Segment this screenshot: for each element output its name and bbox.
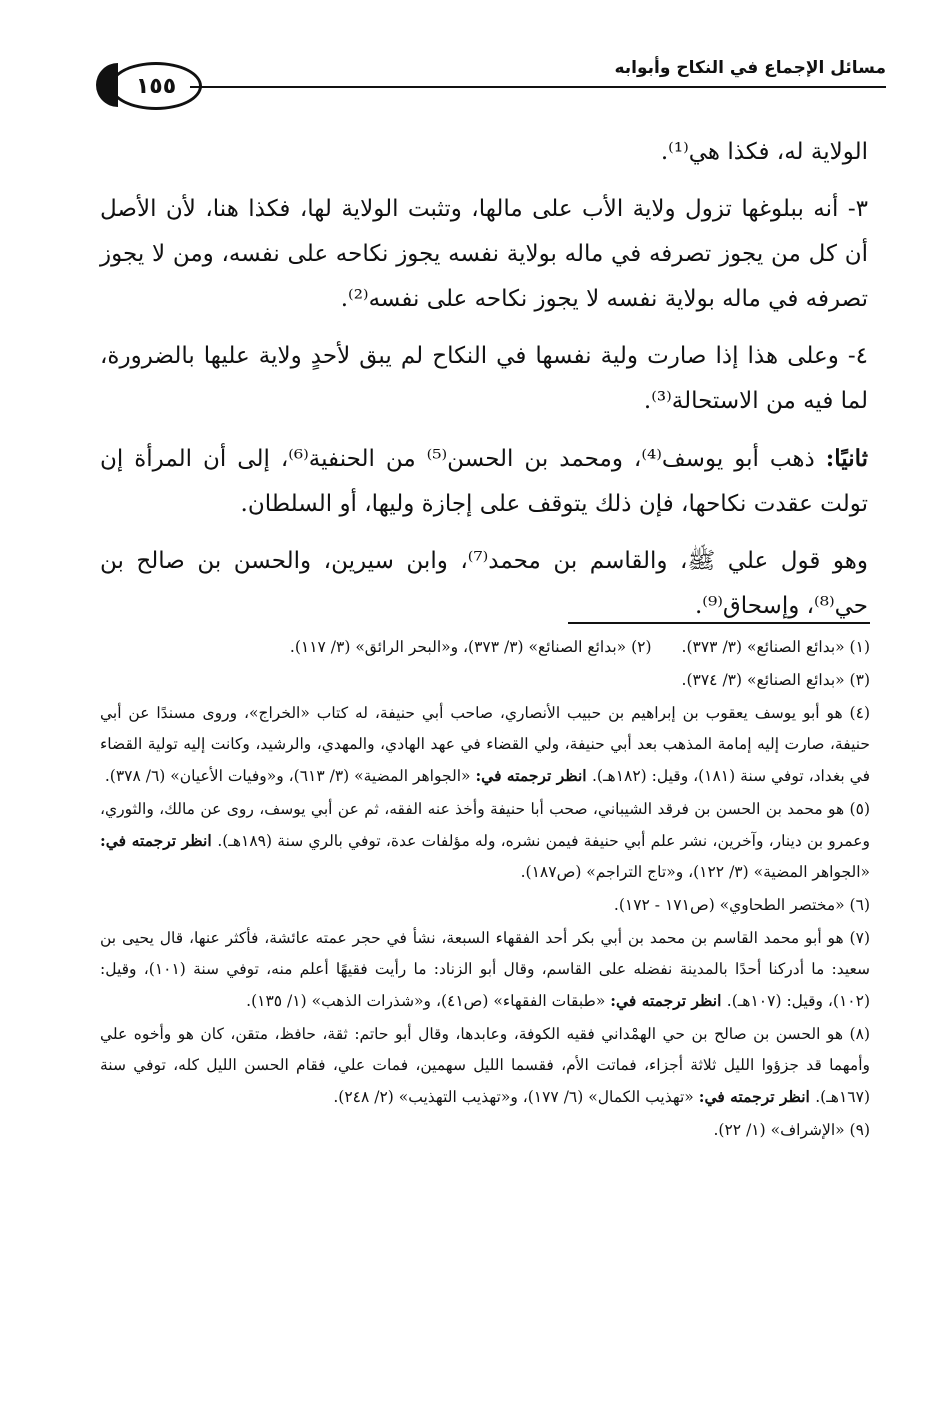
footnote-4-ref-label: انظر ترجمته في:: [475, 766, 592, 785]
section-lead: ثانيًا:: [825, 445, 869, 472]
page-number: ١٥٥: [135, 73, 177, 99]
footnote-5-ref-label: انظر ترجمته في:: [100, 831, 218, 850]
paragraph-3: ٤- وعلى هذا إذا صارت ولية نفسها في النكاح لم يبق لأحدٍ ولاية عليها بالضرورة، لما فيه من الاستحالة⁽³⁾.: [100, 343, 868, 414]
footnote-7-ref-label: انظر ترجمته في:: [610, 991, 727, 1010]
footnote-7: [100, 923, 870, 1017]
footnote-5: [100, 794, 870, 888]
footnote-4-text: (٤) هو أبو يوسف يعقوب بن إبراهيم بن حبيب الأنصاري، صاحب أبي حنيفة، له كتاب «الخراج»، وروى مسندًا عن أبي حنيفة، صارت إليه إمامة المذهب بعد أبي حنيفة، ولي القضاء في عهد الهادي، والمهدي، والرشيد، وكانت إليه تولية القضاء في بغداد، توفي سنة (١٨١)، وقيل: (١٨٢هـ).: [100, 704, 870, 785]
header-rule: [190, 86, 886, 88]
footnote-4-refs: «الجواهر المضية» (٣/ ٦١٣)، و«وفيات الأعيان» (٦/ ٣٧٨).: [104, 767, 476, 785]
footnote-3: (٣) «بدائع الصنائع» (٣/ ٣٧٤).: [681, 671, 870, 689]
paragraph-2: ٣- أنه ببلوغها تزول ولاية الأب على مالها، وتثبت الولاية لها، فكذا هنا، لأن الأصل أن كل من يجوز تصرفه في ماله بولاية نفسه يجوز نكاحه على نفسه، ومن لا يجوز تصرفه في ماله بولاية نفسه لا يجوز نكاحه على نفسه⁽²⁾.: [100, 196, 868, 312]
footnote-separator: [568, 622, 870, 624]
footnote-7-refs: «طبقات الفقهاء» (ص٤١)، و«شذرات الذهب» (١/ ١٣٥).: [246, 992, 611, 1010]
footnote-5-refs: «الجواهر المضية» (٣/ ١٢٢)، و«تاج التراجم» (ص١٨٧).: [520, 863, 870, 881]
footnote-1: (١) «بدائع الصنائع» (٣/ ٣٧٣).: [681, 638, 870, 656]
paragraph-5: وهو قول علي ﷺ، والقاسم بن محمد⁽⁷⁾، وابن سيرين، والحسن بن صالح بن حي⁽⁸⁾، وإسحاق⁽⁹⁾.: [100, 548, 869, 619]
running-title: مسائل الإجماع في النكاح وأبوابه: [614, 58, 886, 78]
footnote-1-2: [100, 632, 870, 663]
footnote-8-ref-label: انظر ترجمته في:: [698, 1087, 816, 1106]
footnotes: [100, 632, 870, 1148]
footnote-5-text: (٥) هو محمد بن الحسن بن فرقد الشيباني، صحب أبا حنيفة وأخذ عنه الفقه، ثم عن أبي يوسف، روى عن مالك، والثوري، وعمرو بن دينار، وآخرين، نشر علم أبي حنيفة فيمن نشره، وله مؤلفات عدة، توفي بالري سنة (١٨٩هـ).: [100, 800, 870, 850]
footnote-7-text: (٧) هو أبو محمد القاسم بن محمد بن أبي بكر أحد الفقهاء السبعة، نشأ في حجر عمته عائشة، فأكثر عنها، قال يحيى بن سعيد: ما أدركنا أحدًا بالمدينة نفضله على القاسم، وقال أبو الزناد: ما رأيت فقيهًا أعلم منه، توفي سنة (١٠١)، وقيل: (١٠٢)، وقيل: (١٠٧هـ).: [100, 929, 870, 1010]
footnote-2: (٢) «بدائع الصنائع» (٣/ ٣٧٣)، و«البحر الرائق» (٣/ ١١٧).: [289, 638, 652, 656]
footnote-6: (٦) «مختصر الطحاوي» (ص١٧١ - ١٧٢).: [613, 896, 870, 914]
footnote-8-text: (٨) هو الحسن بن صالح بن حي الهمْداني فقيه الكوفة، وعابدها، وقال أبو حاتم: ثقة، حافظ، متقن، كان هو وأخوه علي وأمهما قد جزؤوا الليل ثلاثة أجزاء، فماتت الأم، فقسما الليل سهمين، فمات علي، فقام الحسن الليل كله، توفي سنة (١٦٧هـ).: [100, 1025, 870, 1106]
footnote-8-refs: «تهذيب الكمال» (٦/ ١٧٧)، و«تهذيب التهذيب» (٢/ ٢٤٨).: [333, 1088, 699, 1106]
main-text: [100, 130, 868, 641]
footnote-9: (٩) «الإشراف» (١/ ٢٢).: [713, 1121, 870, 1139]
footnote-8: [100, 1019, 870, 1113]
page-number-badge: [110, 62, 202, 110]
footnote-4: [100, 698, 870, 792]
paragraph-4: [100, 436, 868, 527]
paragraph-4-text: ذهب أبو يوسف⁽⁴⁾، ومحمد بن الحسن⁽⁵⁾ من الحنفية⁽⁶⁾، إلى أن المرأة إن تولت عقدت نكاحها، فإن ذلك يتوقف على إجازة وليها، أو السلطان.: [100, 446, 868, 517]
paragraph-1: الولاية له، فكذا هي⁽¹⁾.: [660, 139, 868, 165]
